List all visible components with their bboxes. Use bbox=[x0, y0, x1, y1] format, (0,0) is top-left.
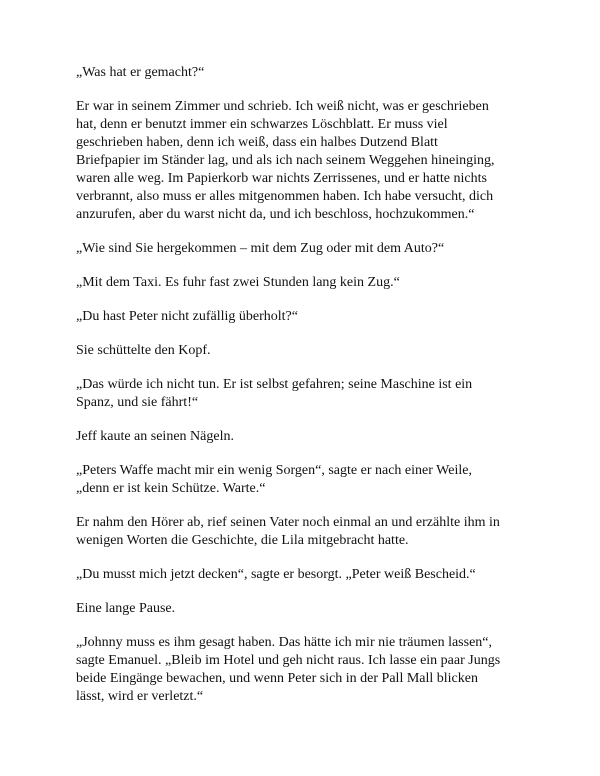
text-line: „Was hat er gemacht?“ bbox=[76, 65, 205, 80]
text-line: Briefpapier im Ständer lag, und als ich nach seinem Weggehen hineinging, bbox=[76, 153, 495, 168]
text-line: verbrannt, also muss er alles mitgenommen haben. Ich habe versucht, dich bbox=[76, 189, 494, 204]
paragraph bbox=[76, 342, 524, 360]
text-line: „Peters Waffe macht mir ein wenig Sorgen“, sagte er nach einer Weile, bbox=[76, 463, 472, 478]
text-line: „Mit dem Taxi. Es fuhr fast zwei Stunden lang kein Zug.“ bbox=[76, 275, 400, 290]
paragraph bbox=[76, 64, 524, 82]
paragraph bbox=[76, 376, 524, 412]
text-line: beide Eingänge bewachen, und wenn Peter sich in der Pall Mall blicken bbox=[76, 671, 478, 686]
text-line: „Du hast Peter nicht zufällig überholt?“ bbox=[76, 309, 298, 324]
text-line: wenigen Worten die Geschichte, die Lila mitgebracht hatte. bbox=[76, 533, 409, 548]
text-line: Sie schüttelte den Kopf. bbox=[76, 343, 211, 358]
paragraph bbox=[76, 462, 524, 498]
text-line: „Du musst mich jetzt decken“, sagte er besorgt. „Peter weiß Bescheid.“ bbox=[76, 567, 476, 582]
text-line: lässt, wird er verletzt.“ bbox=[76, 689, 204, 704]
text-line: sagte Emanuel. „Bleib im Hotel und geh nicht raus. Ich lasse ein paar Jungs bbox=[76, 653, 501, 668]
paragraph bbox=[76, 600, 524, 618]
paragraph bbox=[76, 634, 524, 706]
text-line: Er nahm den Hörer ab, rief seinen Vater noch einmal an und erzählte ihm in bbox=[76, 515, 500, 530]
text-line: Eine lange Pause. bbox=[76, 601, 176, 616]
text-line: Jeff kaute an seinen Nägeln. bbox=[76, 429, 234, 444]
text-line: anzurufen, aber du warst nicht da, und ich beschloss, hochzukommen.“ bbox=[76, 207, 475, 222]
text-line: „Wie sind Sie hergekommen – mit dem Zug oder mit dem Auto?“ bbox=[76, 241, 445, 256]
text-line: geschrieben haben, denn ich weiß, dass ein halbes Dutzend Blatt bbox=[76, 135, 438, 150]
body-text bbox=[76, 64, 524, 722]
text-line: „Das würde ich nicht tun. Er ist selbst gefahren; seine Maschine ist ein bbox=[76, 377, 473, 392]
text-line: hat, denn er benutzt immer ein schwarzes Löschblatt. Er muss viel bbox=[76, 117, 448, 132]
text-line: „denn er ist kein Schütze. Warte.“ bbox=[76, 481, 266, 496]
text-line: waren alle weg. Im Papierkorb war nichts Zerrissenes, und er hatte nichts bbox=[76, 171, 487, 186]
paragraph bbox=[76, 566, 524, 584]
text-line: Spanz, und sie fährt!“ bbox=[76, 395, 199, 410]
paragraph bbox=[76, 240, 524, 258]
paragraph bbox=[76, 308, 524, 326]
text-line: Er war in seinem Zimmer und schrieb. Ich weiß nicht, was er geschrieben bbox=[76, 99, 489, 114]
paragraph bbox=[76, 98, 524, 224]
paragraph bbox=[76, 514, 524, 550]
paragraph bbox=[76, 274, 524, 292]
text-line: „Johnny muss es ihm gesagt haben. Das hätte ich mir nie träumen lassen“, bbox=[76, 635, 493, 650]
paragraph bbox=[76, 428, 524, 446]
